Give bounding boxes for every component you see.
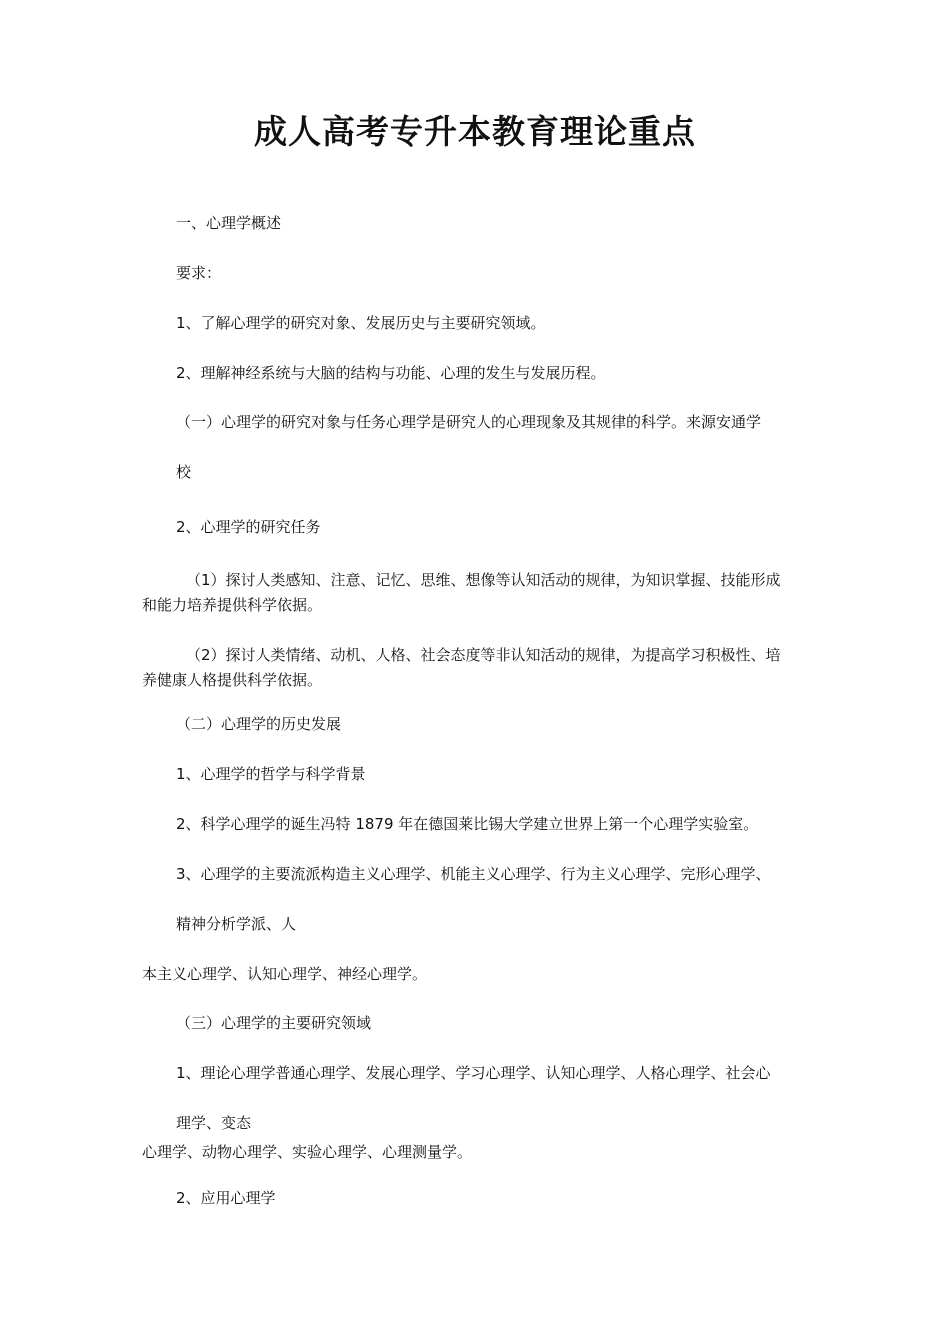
text-line: 理学、变态: [176, 1114, 252, 1132]
section-heading: 一、心理学概述: [176, 214, 282, 232]
text-line: 2、科学心理学的诞生冯特 1879 年在德国莱比锡大学建立世界上第一个心理学实验室。: [176, 815, 759, 833]
text-line: 本主义心理学、认知心理学、神经心理学。: [142, 965, 428, 983]
text-line: 养健康人格提供科学依据。: [142, 671, 323, 689]
text-line: 2、心理学的研究任务: [176, 518, 321, 536]
text-line: 1、心理学的哲学与科学背景: [176, 765, 366, 783]
text-line: 1、了解心理学的研究对象、发展历史与主要研究领域。: [176, 314, 546, 332]
document-title: 成人高考专升本教育理论重点: [254, 112, 696, 151]
text-line: 1、理论心理学普通心理学、发展心理学、学习心理学、认知心理学、人格心理学、社会心: [176, 1064, 771, 1082]
subsection-heading: （二）心理学的历史发展: [176, 715, 342, 733]
subsection-heading: （一）心理学的研究对象与任务心理学是研究人的心理现象及其规律的科学。来源安通学: [176, 413, 762, 431]
text-line: （1）探讨人类感知、注意、记忆、思维、想像等认知活动的规律，为知识掌握、技能形成: [186, 571, 781, 589]
text-line: 2、应用心理学: [176, 1189, 276, 1207]
text-line: 和能力培养提供科学依据。: [142, 596, 323, 614]
text-line: 心理学、动物心理学、实验心理学、心理测量学。: [142, 1143, 473, 1161]
subsection-heading: （三）心理学的主要研究领域: [176, 1014, 372, 1032]
text-line: 校: [176, 463, 192, 481]
text-line: 3、心理学的主要流派构造主义心理学、机能主义心理学、行为主义心理学、完形心理学、: [176, 865, 771, 883]
text-line: 2、理解神经系统与大脑的结构与功能、心理的发生与发展历程。: [176, 364, 606, 382]
text-line: 要求：: [176, 264, 222, 282]
text-line: 精神分析学派、人: [176, 915, 297, 933]
text-line: （2）探讨人类情绪、动机、人格、社会态度等非认知活动的规律，为提高学习积极性、培: [186, 646, 781, 664]
